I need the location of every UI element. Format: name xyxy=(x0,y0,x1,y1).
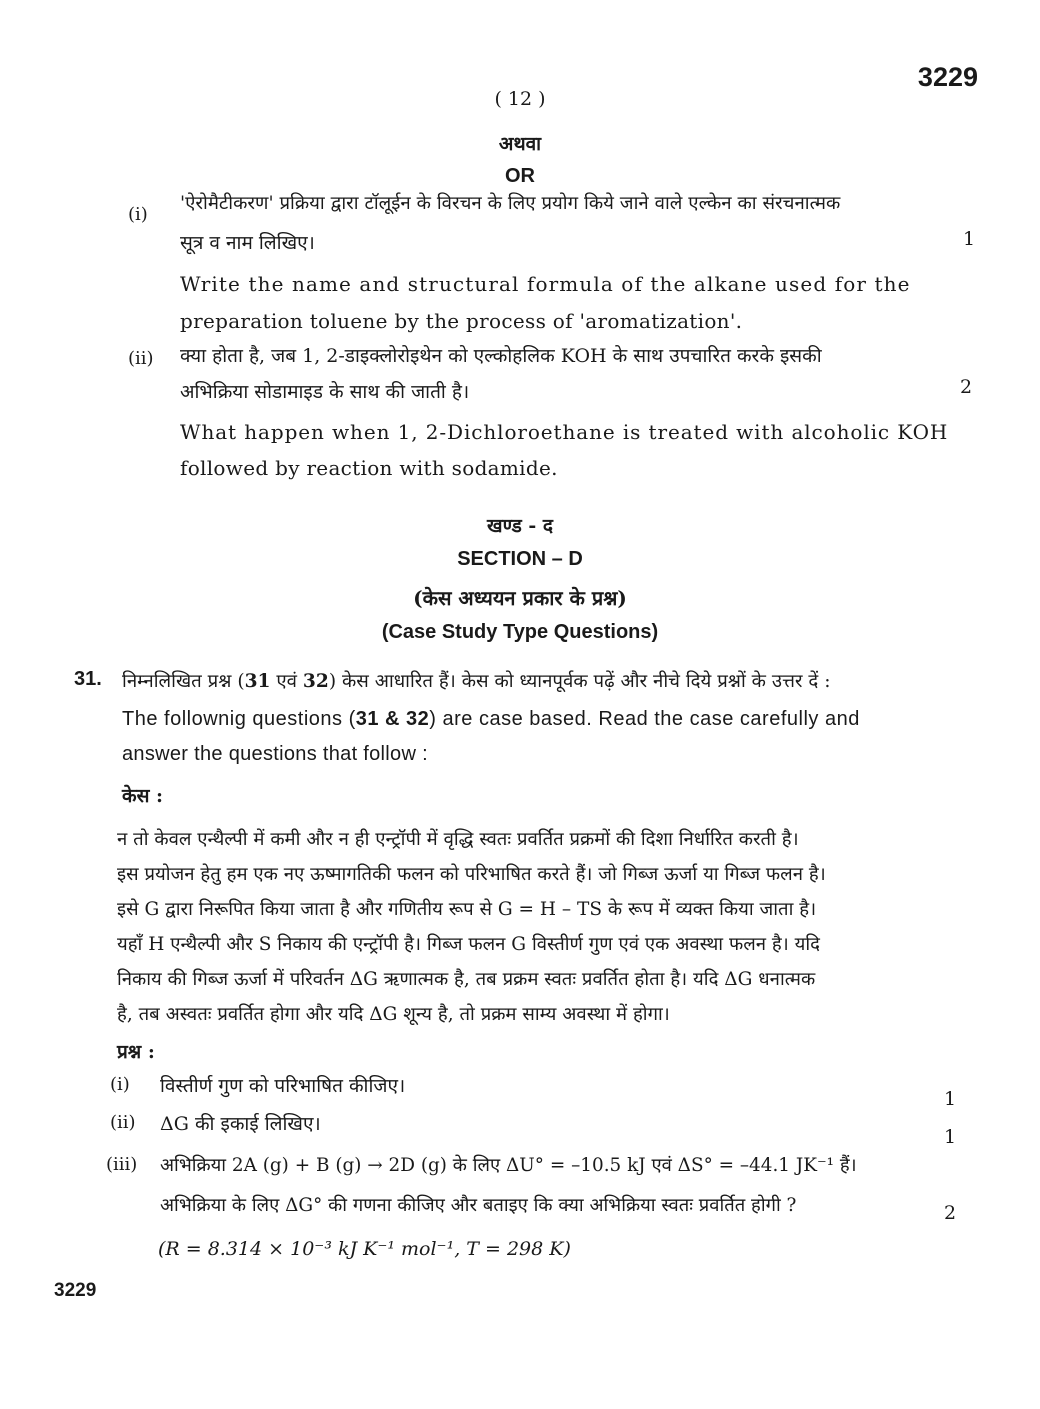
intro-english-part-a: The follownig questions ( xyxy=(122,708,356,730)
intro-hindi-q31: 31 xyxy=(244,671,271,692)
intro-hindi-part-c: एवं xyxy=(270,671,303,692)
or-question-2-english-line2: followed by reaction with sodamide. xyxy=(180,456,558,480)
or-question-1-marks: 1 xyxy=(963,228,976,250)
sub-question-1-marks: 1 xyxy=(944,1088,957,1110)
or-question-1-hindi-line2: सूत्र व नाम लिखिए। xyxy=(180,232,315,254)
question-intro-english-line2: answer the questions that follow : xyxy=(122,743,428,765)
case-line-5: निकाय की गिब्ज ऊर्जा में परिवर्तन ΔG ऋणात्मक है, तब प्रक्रम स्वतः प्रवर्तित होता है। यदि ΔG धनात्मक xyxy=(117,969,816,990)
or-question-2-label: (ii) xyxy=(128,348,154,369)
section-subtitle-hindi: (केस अध्ययन प्रकार के प्रश्न) xyxy=(413,586,627,610)
intro-english-qnums: 31 & 32 xyxy=(355,708,430,730)
case-line-1: न तो केवल एन्थैल्पी में कमी और न ही एन्ट्रॉपी में वृद्धि स्वतः प्रवर्तित प्रक्रमों की दिशा निर्धारित करती है। xyxy=(117,829,799,850)
sub-question-1-label: (i) xyxy=(110,1074,130,1095)
question-intro-hindi xyxy=(122,668,830,693)
sub-question-3-line1: अभिक्रिया 2A (g) + B (g) → 2D (g) के लिए ΔU° = –10.5 kJ एवं ΔS° = –44.1 JK⁻¹ हैं। xyxy=(160,1155,857,1176)
section-title-english: SECTION – D xyxy=(457,548,583,570)
or-question-2-hindi-line1: क्या होता है, जब 1, 2-डाइक्लोरोइथेन को एल्कोहलिक KOH के साथ उपचारित करके इसकी xyxy=(180,345,822,367)
case-line-4: यहाँ H एन्थैल्पी और S निकाय की एन्ट्रॉपी है। गिब्ज फलन G विस्तीर्ण गुण एवं एक अवस्था फलन है। यदि xyxy=(117,934,820,955)
or-question-1-label: (i) xyxy=(128,204,148,225)
or-heading-hindi: अथवा xyxy=(498,133,542,155)
question-number: 31. xyxy=(74,668,102,690)
sub-question-3-label: (iii) xyxy=(106,1154,138,1175)
sub-question-3-marks: 2 xyxy=(944,1202,957,1224)
or-question-1-hindi-line1: 'ऐरोमैटीकरण' प्रक्रिया द्वारा टॉलूईन के विरचन के लिए प्रयोग किये जाने वाले एल्केन का संरचनात्मक xyxy=(180,193,841,214)
section-title-hindi: खण्ड - द xyxy=(487,515,553,537)
or-question-1-english-line2: preparation toluene by the process of 'aromatization'. xyxy=(180,309,743,333)
sub-question-3-given: (R = 8.314 × 10⁻³ kJ K⁻¹ mol⁻¹, T = 298 K) xyxy=(158,1238,571,1260)
or-question-2-hindi-line2: अभिक्रिया सोडामाइड के साथ की जाती है। xyxy=(180,381,470,403)
paper-code-top: 3229 xyxy=(917,62,978,92)
intro-hindi-part-a: निम्नलिखित प्रश्न ( xyxy=(122,671,245,692)
questions-label: प्रश्न : xyxy=(117,1041,155,1063)
sub-question-2-marks: 1 xyxy=(944,1126,957,1148)
section-subtitle-english: (Case Study Type Questions) xyxy=(381,621,659,643)
sub-question-3-line2: अभिक्रिया के लिए ΔG° की गणना कीजिए और बताइए कि क्या अभिक्रिया स्वतः प्रवर्तित होगी ? xyxy=(160,1195,797,1216)
intro-english-part-c: ) are case based. Read the case carefully and xyxy=(429,708,860,730)
or-question-2-english-line1: What happen when 1, 2-Dichloroethane is treated with alcoholic KOH xyxy=(180,420,949,444)
sub-question-2-label: (ii) xyxy=(110,1112,136,1133)
sub-question-2-text: ΔG की इकाई लिखिए। xyxy=(160,1113,321,1135)
or-question-1-english-line1: Write the name and structural formula of the alkane used for the xyxy=(180,272,911,296)
intro-hindi-q32: 32 xyxy=(302,671,329,692)
case-label: केस : xyxy=(122,785,164,807)
case-line-3: इसे G द्वारा निरूपित किया जाता है और गणितीय रूप से G = H – TS के रूप में व्यक्त किया जाता है। xyxy=(117,899,817,920)
or-heading-english: OR xyxy=(505,165,535,187)
sub-question-1-text: विस्तीर्ण गुण को परिभाषित कीजिए। xyxy=(160,1075,406,1097)
or-question-2-marks: 2 xyxy=(960,376,973,398)
intro-hindi-part-e: ) केस आधारित हैं। केस को ध्यानपूर्वक पढ़ें और नीचे दिये प्रश्नों के उत्तर दें : xyxy=(328,671,831,692)
case-line-6: है, तब अस्वतः प्रवर्तित होगा और यदि ΔG शून्य है, तो प्रक्रम साम्य अवस्था में होगा। xyxy=(117,1004,670,1025)
question-intro-english-line1 xyxy=(122,708,860,731)
paper-code-bottom: 3229 xyxy=(54,1280,97,1301)
case-line-2: इस प्रयोजन हेतु हम एक नए ऊष्मागतिकी फलन को परिभाषित करते हैं। जो गिब्ज ऊर्जा या गिब्ज फलन है। xyxy=(117,864,826,885)
page-number: ( 12 ) xyxy=(494,88,546,110)
